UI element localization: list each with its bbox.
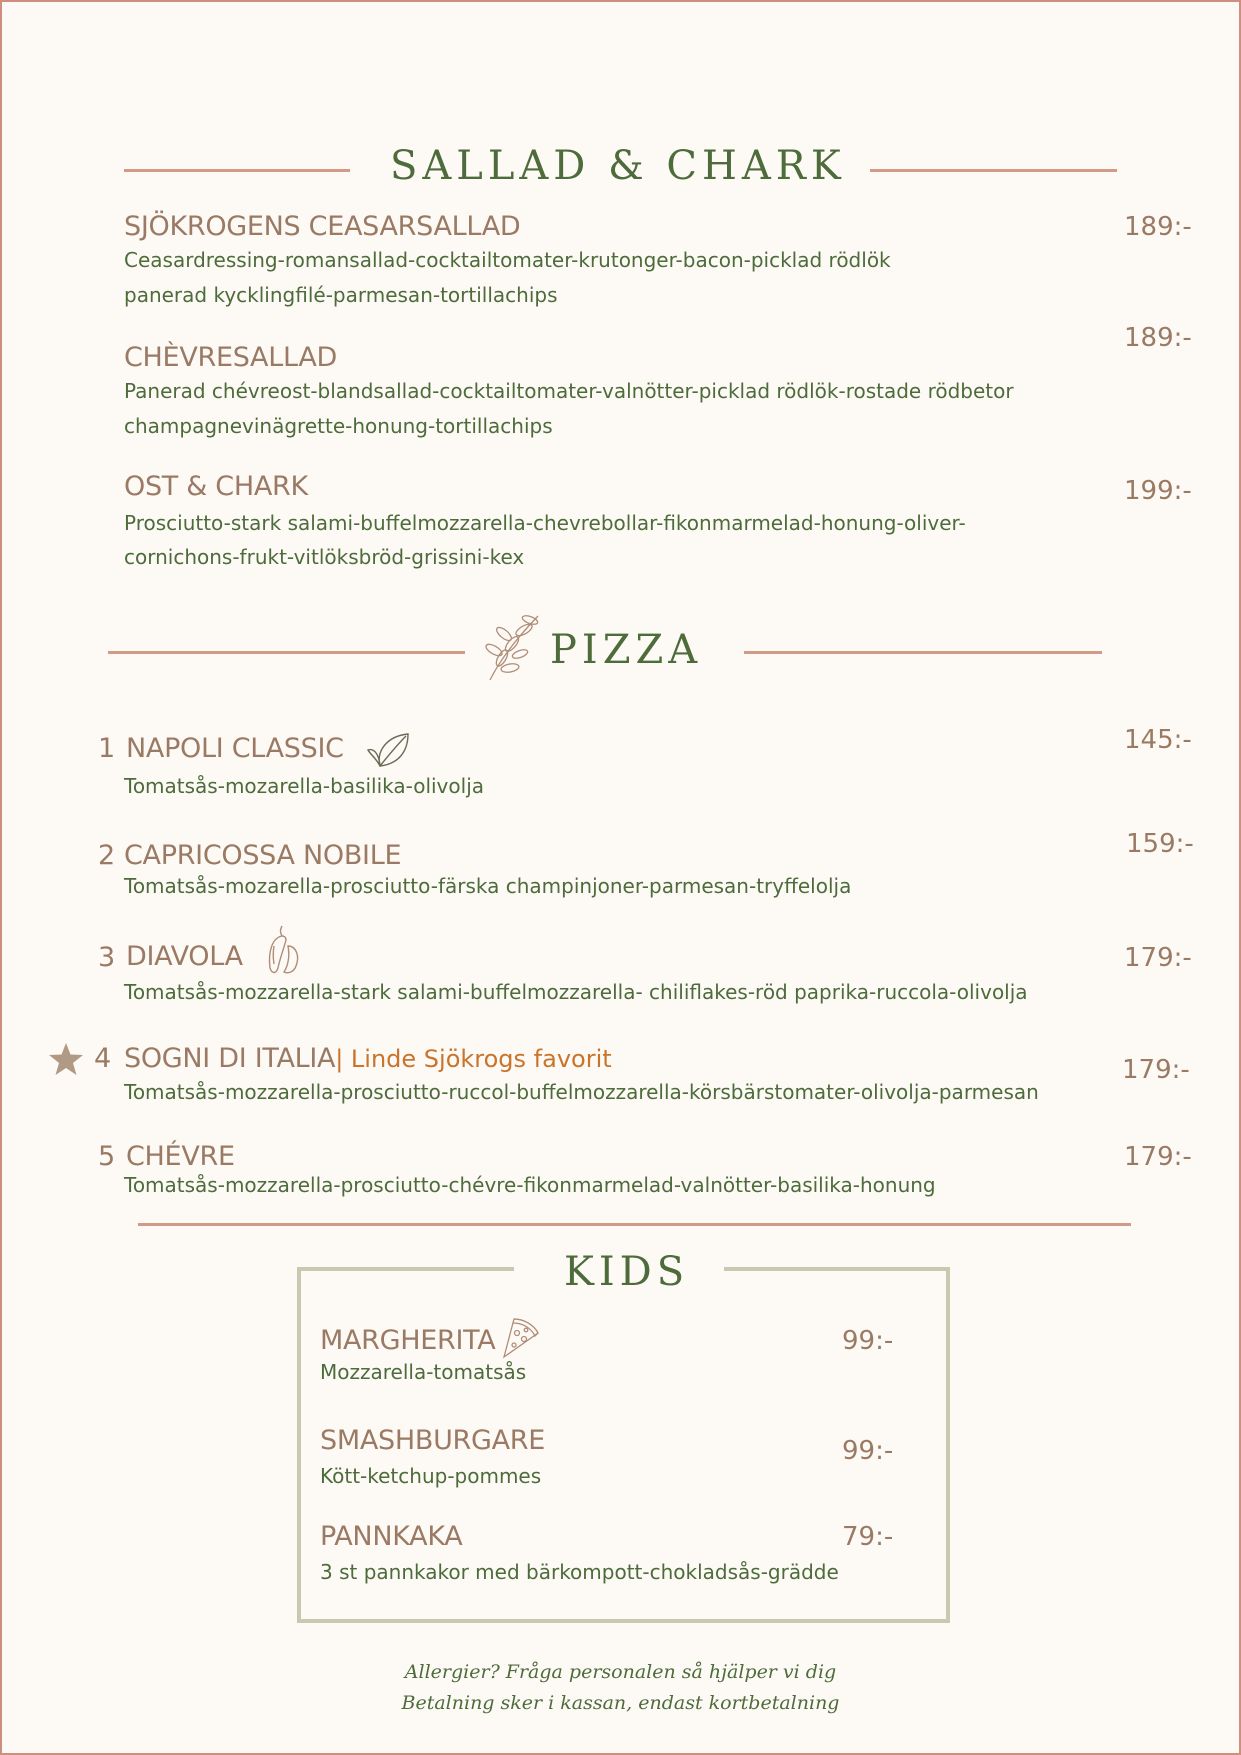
- item-number: 1: [98, 733, 116, 764]
- item-name: OST & CHARK: [124, 471, 308, 502]
- item-name: [124, 1043, 612, 1075]
- section-rule-left: [124, 169, 350, 172]
- item-name: SJÖKROGENS CEASARSALLAD: [124, 211, 521, 242]
- item-description: cornichons-frukt-vitlöksbröd-grissini-kex: [124, 545, 525, 569]
- item-description: panerad kycklingfilé-parmesan-tortillachips: [124, 283, 558, 307]
- item-price: 199:-: [1124, 476, 1192, 506]
- footer-payment-note: Betalning sker i kassan, endast kortbetalning: [401, 1692, 840, 1714]
- item-description: Tomatsås-mozzarella-prosciutto-chévre-fikonmarmelad-valnötter-basilika-honung: [124, 1173, 936, 1197]
- item-description: 3 st pannkakor med bärkompott-chokladsås-grädde: [320, 1560, 839, 1584]
- section-title-pizza: PIZZA: [550, 627, 703, 673]
- item-name: CHÉVRE: [126, 1141, 235, 1172]
- item-price: 145:-: [1124, 725, 1192, 755]
- star-icon: [48, 1042, 84, 1076]
- item-description: Tomatsås-mozarella-basilika-olivolja: [124, 774, 484, 798]
- item-number: 5: [98, 1141, 116, 1172]
- item-name-text: SOGNI DI ITALIA: [124, 1043, 336, 1074]
- item-price: 179:-: [1124, 943, 1192, 973]
- item-name: MARGHERITA: [320, 1325, 496, 1356]
- favorite-badge: | Linde Sjökrogs favorit: [335, 1045, 612, 1073]
- item-number: 4: [94, 1043, 112, 1074]
- section-rule-right: [744, 651, 1102, 654]
- item-description: Mozzarella-tomatsås: [320, 1360, 527, 1384]
- item-description: champagnevinägrette-honung-tortillachips: [124, 414, 553, 438]
- section-rule-left: [108, 651, 465, 654]
- leaf-icon: [366, 730, 412, 772]
- item-description: Kött-ketchup-pommes: [320, 1464, 542, 1488]
- item-price: 79:-: [842, 1522, 894, 1552]
- footer-allergy-note: Allergier? Fråga personalen så hjälper vi dig: [404, 1661, 837, 1683]
- chili-pepper-icon: [262, 922, 306, 978]
- item-description: Prosciutto-stark salami-buffelmozzarella-chevrebollar-fikonmarmelad-honung-oliver-: [124, 511, 966, 535]
- item-name: DIAVOLA: [126, 941, 243, 972]
- item-description: Panerad chévreost-blandsallad-cocktailtomater-valnötter-picklad rödlök-rostade rödbetor: [124, 379, 1014, 403]
- item-name: CAPRICOSSA NOBILE: [124, 840, 402, 871]
- item-name: NAPOLI CLASSIC: [126, 733, 344, 764]
- item-description: Tomatsås-mozarella-prosciutto-färska champinjoner-parmesan-tryffelolja: [124, 874, 852, 898]
- section-title-kids: KIDS: [564, 1249, 690, 1295]
- item-price: 189:-: [1124, 323, 1192, 353]
- olive-branch-icon: [480, 610, 546, 682]
- section-rule-right: [870, 169, 1117, 172]
- item-price: 99:-: [842, 1436, 894, 1466]
- item-description: Tomatsås-mozzarella-prosciutto-ruccol-buffelmozzarella-körsbärstomater-olivolja-parmesan: [124, 1080, 1039, 1104]
- item-price: 159:-: [1126, 829, 1194, 859]
- item-number: 3: [98, 942, 116, 973]
- item-price: 179:-: [1122, 1055, 1190, 1085]
- item-price: 179:-: [1124, 1142, 1192, 1172]
- section-divider: [138, 1223, 1131, 1226]
- item-name: SMASHBURGARE: [320, 1425, 546, 1456]
- item-price: 99:-: [842, 1326, 894, 1356]
- item-name: CHÈVRESALLAD: [124, 342, 337, 373]
- item-description: Tomatsås-mozzarella-stark salami-buffelmozzarella- chiliflakes-röd paprika-ruccola-olivolja: [124, 980, 1028, 1004]
- pizza-slice-icon: [500, 1313, 540, 1361]
- section-title-sallad: SALLAD & CHARK: [390, 143, 846, 189]
- item-description: Ceasardressing-romansallad-cocktailtomater-krutonger-bacon-picklad rödlök: [124, 248, 891, 272]
- item-number: 2: [98, 840, 116, 871]
- item-name: PANNKAKA: [320, 1521, 463, 1552]
- item-price: 189:-: [1124, 212, 1192, 242]
